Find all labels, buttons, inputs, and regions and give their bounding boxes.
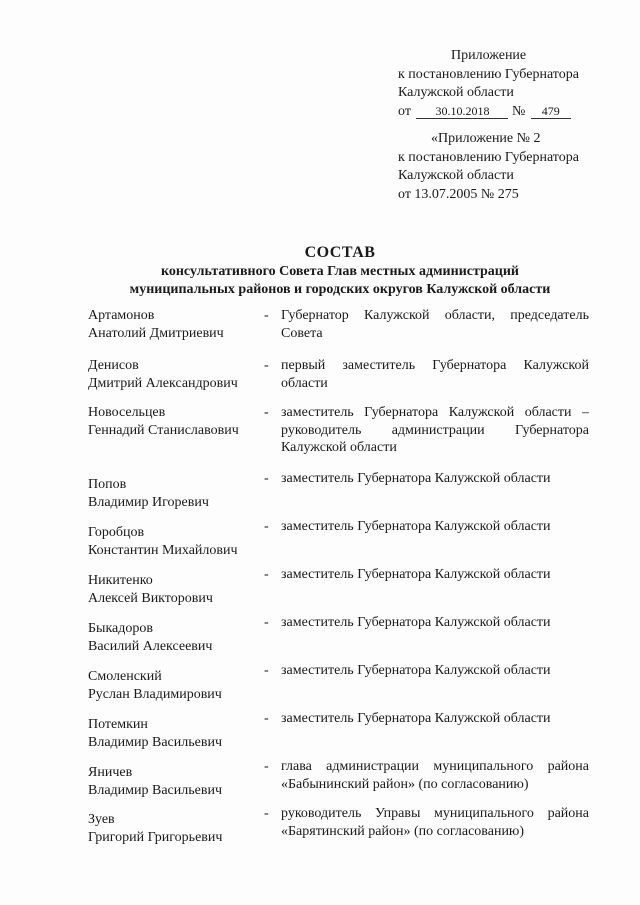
member-name	[88, 476, 260, 511]
member-name	[88, 357, 260, 392]
member-given-name: Григорий Григорьевич	[88, 829, 223, 845]
annex-region: Калужской области	[398, 85, 514, 100]
member-given-name: Геннадий Станиславович	[88, 422, 239, 438]
member-dash: -	[264, 308, 269, 323]
member-surname: Яничев	[88, 765, 133, 780]
member-dash: -	[264, 358, 269, 373]
previous-annex-header	[398, 130, 598, 204]
annex-number-label: №	[511, 103, 526, 119]
member-role: глава администрации муниципального района «Бабынинский район» (по согласованию)	[281, 759, 589, 792]
member-given-name: Василий Алексеевич	[88, 638, 213, 654]
document-subtitle-line1: консультативного Совета Глав местных администраций	[160, 264, 520, 279]
annex-decree-ref: к постановлению Губернатора	[398, 66, 579, 82]
member-surname: Зуев	[88, 812, 115, 827]
member-list	[88, 307, 594, 849]
member-given-name: Дмитрий Александрович	[88, 375, 238, 391]
member-role: руководитель Управы муниципального района «Барятинский район» (по согласованию)	[281, 806, 589, 839]
document-title-block	[60, 243, 620, 299]
member-dash: -	[264, 471, 269, 486]
member-surname: Смоленский	[88, 669, 162, 684]
member-row	[88, 566, 594, 614]
annex-date: 30.10.2018	[416, 105, 508, 119]
member-role: заместитель Губернатора Калужской области – руководитель администрации Губернатора Калужской области	[281, 405, 589, 455]
member-name	[88, 764, 260, 799]
member-role: заместитель Губернатора Калужской области	[281, 663, 551, 678]
member-name	[88, 811, 260, 846]
member-surname: Денисов	[88, 358, 139, 373]
document-title: СОСТАВ	[304, 244, 376, 261]
member-dash: -	[264, 759, 269, 774]
member-surname: Попов	[88, 477, 127, 492]
member-row	[88, 470, 594, 518]
member-role: заместитель Губернатора Калужской области	[281, 519, 551, 534]
annex-number: 479	[531, 105, 571, 119]
member-dash: -	[264, 663, 269, 678]
member-dash: -	[264, 806, 269, 821]
member-surname: Горобцов	[88, 525, 145, 540]
member-name	[88, 572, 260, 607]
member-dash: -	[264, 615, 269, 630]
member-surname: Артамонов	[88, 308, 155, 323]
member-role: заместитель Губернатора Калужской области	[281, 567, 551, 582]
member-surname: Потемкин	[88, 717, 148, 732]
member-name	[88, 716, 260, 751]
member-name	[88, 620, 260, 655]
member-role: Губернатор Калужской области, председатель Совета	[281, 308, 589, 341]
document-subtitle-line2: муниципальных районов и городских округов Калужской области	[129, 282, 551, 297]
member-given-name: Владимир Игоревич	[88, 494, 209, 510]
annex-header	[398, 47, 598, 121]
previous-annex-decree-ref: к постановлению Губернатора	[398, 149, 579, 165]
member-given-name: Владимир Васильевич	[88, 734, 222, 750]
member-row	[88, 518, 594, 566]
member-dash: -	[264, 519, 269, 534]
member-given-name: Владимир Васильевич	[88, 782, 222, 798]
member-surname: Быкадоров	[88, 621, 153, 636]
member-given-name: Анатолий Дмитриевич	[88, 325, 224, 341]
member-row	[88, 404, 594, 470]
annex-from-label: от	[398, 103, 411, 119]
member-given-name: Константин Михайлович	[88, 542, 238, 558]
member-given-name: Алексей Викторович	[88, 590, 213, 606]
member-name	[88, 668, 260, 703]
previous-annex-date: от 13.07.2005 № 275	[398, 186, 519, 202]
member-dash: -	[264, 711, 269, 726]
member-row	[88, 307, 594, 357]
annex-date-line	[398, 103, 598, 122]
member-name	[88, 404, 260, 439]
member-surname: Никитенко	[88, 573, 153, 588]
member-row	[88, 758, 594, 805]
member-role: первый заместитель Губернатора Калужской области	[281, 358, 589, 391]
member-role: заместитель Губернатора Калужской области	[281, 471, 551, 486]
annex-title: Приложение	[451, 48, 527, 63]
previous-annex-region: Калужской области	[398, 168, 514, 183]
member-row	[88, 662, 594, 710]
member-dash: -	[264, 567, 269, 582]
member-name	[88, 524, 260, 559]
member-row	[88, 710, 594, 758]
member-role: заместитель Губернатора Калужской области	[281, 615, 551, 630]
member-role: заместитель Губернатора Калужской области	[281, 711, 551, 726]
member-name	[88, 307, 260, 342]
member-dash: -	[264, 405, 269, 420]
previous-annex-title: «Приложение № 2	[431, 131, 541, 146]
member-row	[88, 805, 594, 849]
member-given-name: Руслан Владимирович	[88, 686, 222, 702]
member-row	[88, 614, 594, 662]
member-row	[88, 357, 594, 404]
member-surname: Новосельцев	[88, 405, 166, 420]
